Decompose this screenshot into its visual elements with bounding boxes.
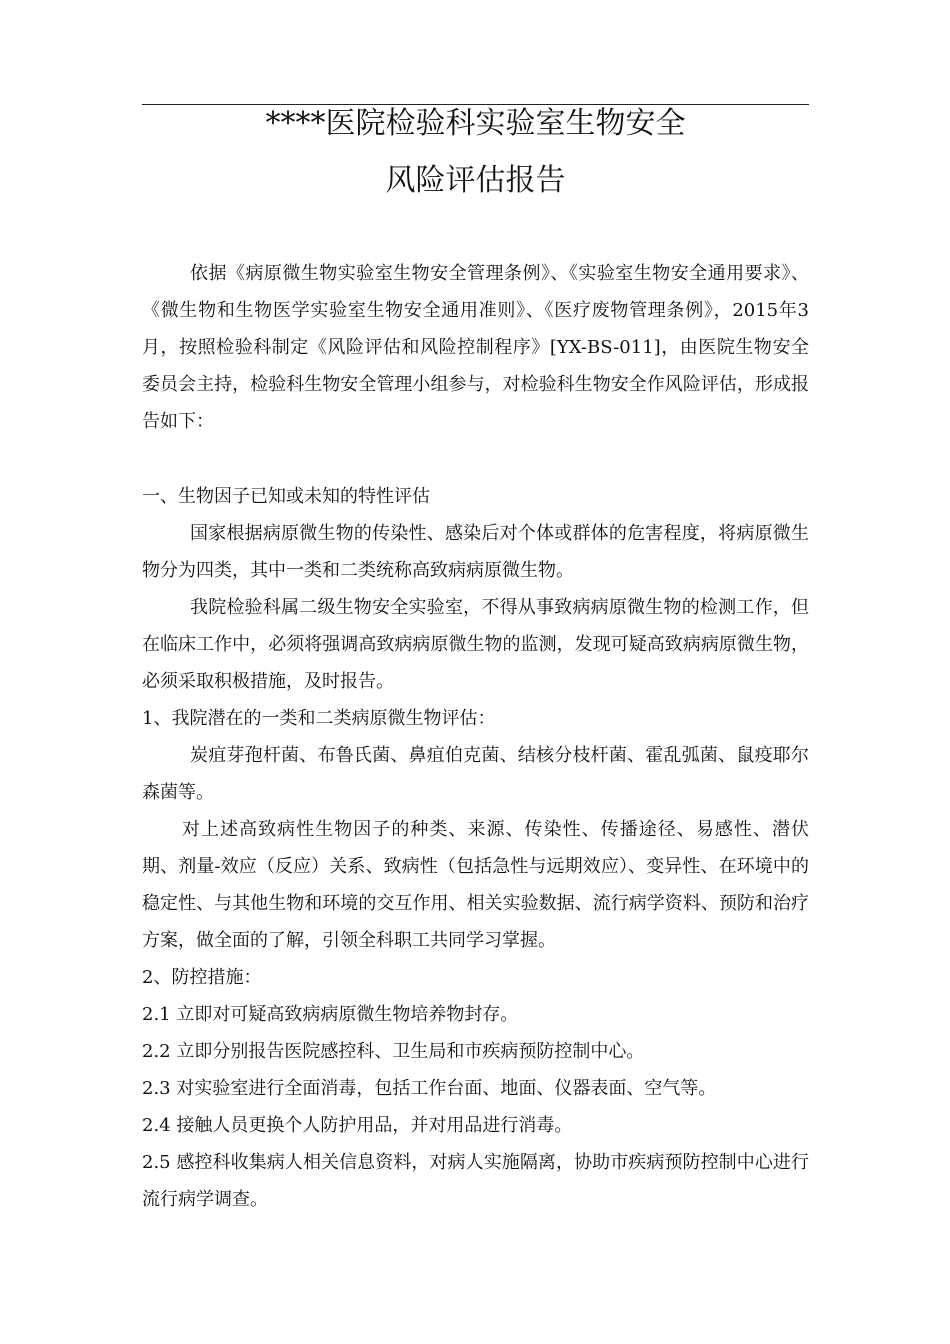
measure-item: 2.4 接触人员更换个人防护用品，并对用品进行消毒。 [142, 1115, 573, 1136]
measure-item: 2.1 立即对可疑高致病病原微生物培养物封存。 [142, 1004, 519, 1025]
measure-item: 2.5 感控科收集病人相关信息资料，对病人实施隔离，协助市疾病预防控制中心进行流行病学调查。 [142, 1152, 809, 1210]
document-title-line2: 风险评估报告 [385, 163, 566, 198]
section1-paragraph-2: 我院检验科属二级生物安全实验室，不得从事致病病原微生物的检测工作，但在临床工作中，必须将强调高致病病原微生物的监测，发现可疑高致病病原微生物，必须采取积极措施，及时报告。 [142, 597, 809, 692]
item1-paragraph-1: 炭疽芽孢杆菌、布鲁氏菌、鼻疽伯克菌、结核分枝杆菌、霍乱弧菌、鼠疫耶尔森菌等。 [142, 745, 809, 803]
measure-item: 2.2 立即分别报告医院感控科、卫生局和市疾病预防控制中心。 [142, 1041, 645, 1062]
section1-block [142, 478, 809, 1218]
measure-item: 2.3 对实验室进行全面消毒，包括工作台面、地面、仪器表面、空气等。 [142, 1078, 717, 1099]
item1-heading: 1、我院潜在的一类和二类病原微生物评估： [142, 708, 496, 729]
intro-paragraph: 依据《病原微生物实验室生物安全管理条例》、《实验室生物安全通用要求》、《微生物和生物医学实验室生物安全通用准则》、《医疗废物管理条例》，2015年3月，按照检验科制定《风险评估和风险控制程序》[YX-BS-011]，由医院生物安全委员会主持，检验科生物安全管理小组参与，对检验科生物安全作风险评估，形成报告如下： [142, 263, 809, 432]
section1-heading: 一、生物因子已知或未知的特性评估 [142, 486, 430, 507]
document-title-line1: ****医院检验科实验室生物安全 [265, 106, 686, 141]
intro-block [142, 255, 809, 440]
item2-heading: 2、防控措施： [142, 967, 262, 988]
item1-paragraph-2: 对上述高致病性生物因子的种类、来源、传染性、传播途径、易感性、潜伏期、剂量-效应（反应）关系、致病性（包括急性与远期效应）、变异性、在环境中的稳定性、与其他生物和环境的交互作用、相关实验数据、流行病学资料、预防和治疗方案，做全面的了解，引领全科职工共同学习掌握。 [142, 819, 809, 951]
section1-paragraph-1: 国家根据病原微生物的传染性、感染后对个体或群体的危害程度，将病原微生物分为四类，其中一类和二类统称高致病病原微生物。 [142, 523, 809, 581]
